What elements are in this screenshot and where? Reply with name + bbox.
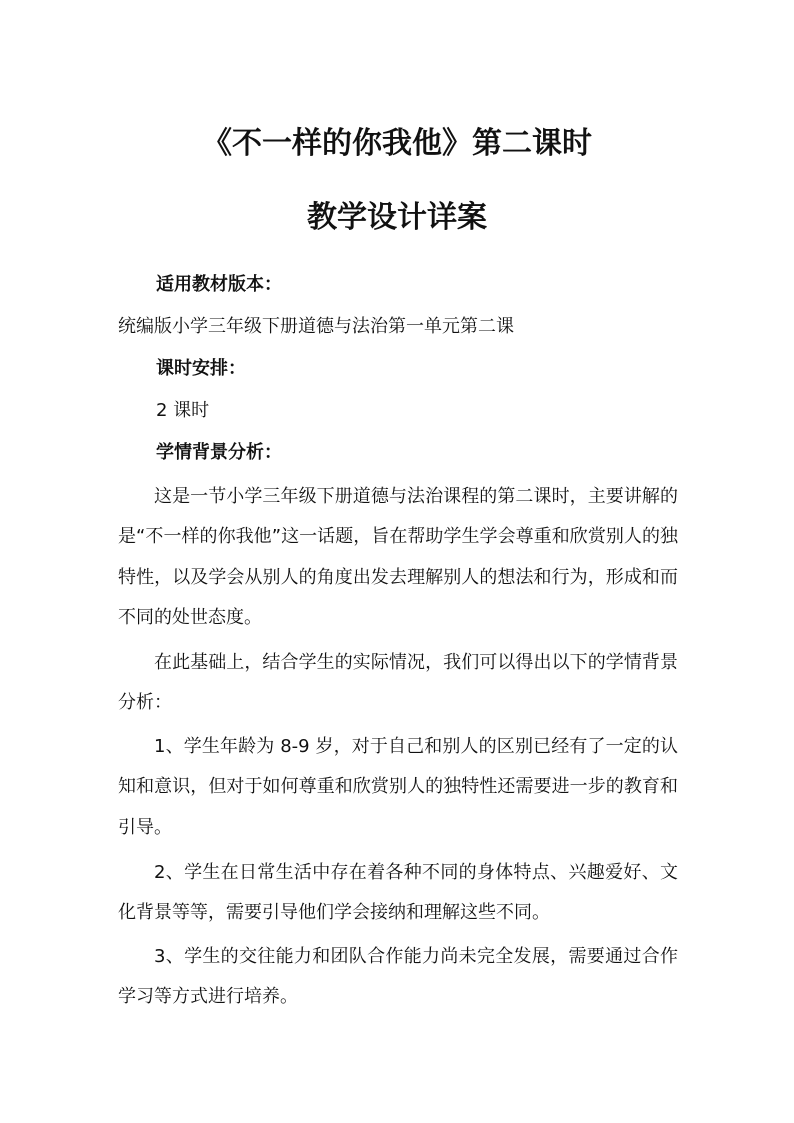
textbook-value: 统编版小学三年级下册道德与法治第一单元第二课 bbox=[118, 316, 514, 337]
paragraph-point-2: 2、学生在日常生活中存在着各种不同的身体特点、兴趣爱好、文化背景等等，需要引导他们学会接纳和理解这些不同。 bbox=[118, 862, 678, 924]
analysis-heading: 学情背景分析： bbox=[156, 442, 282, 463]
document-title-line2: 教学设计详案 bbox=[307, 200, 487, 235]
textbook-heading: 适用教材版本： bbox=[156, 274, 282, 295]
paragraph-intro: 这是一节小学三年级下册道德与法治课程的第二课时，主要讲解的是“不一样的你我他”这一话题，旨在帮助学生学会尊重和欣赏别人的独特性，以及学会从别人的角度出发去理解别人的想法和行为，形成和而不同的处世态度。 bbox=[118, 486, 678, 628]
paragraph-point-1: 1、学生年龄为 8-9 岁，对于自己和别人的区别已经有了一定的认知和意识，但对于如何尊重和欣赏别人的独特性还需要进一步的教育和引导。 bbox=[118, 736, 678, 838]
paragraph-point-3: 3、学生的交往能力和团队合作能力尚未完全发展，需要通过合作学习等方式进行培养。 bbox=[118, 946, 678, 1008]
schedule-heading: 课时安排： bbox=[156, 358, 246, 379]
document-title-line1: 《不一样的你我他》第二课时 bbox=[202, 126, 592, 161]
schedule-value: 2 课时 bbox=[156, 400, 210, 421]
paragraph-analysis-lead: 在此基础上，结合学生的实际情况，我们可以得出以下的学情背景分析： bbox=[118, 652, 678, 714]
